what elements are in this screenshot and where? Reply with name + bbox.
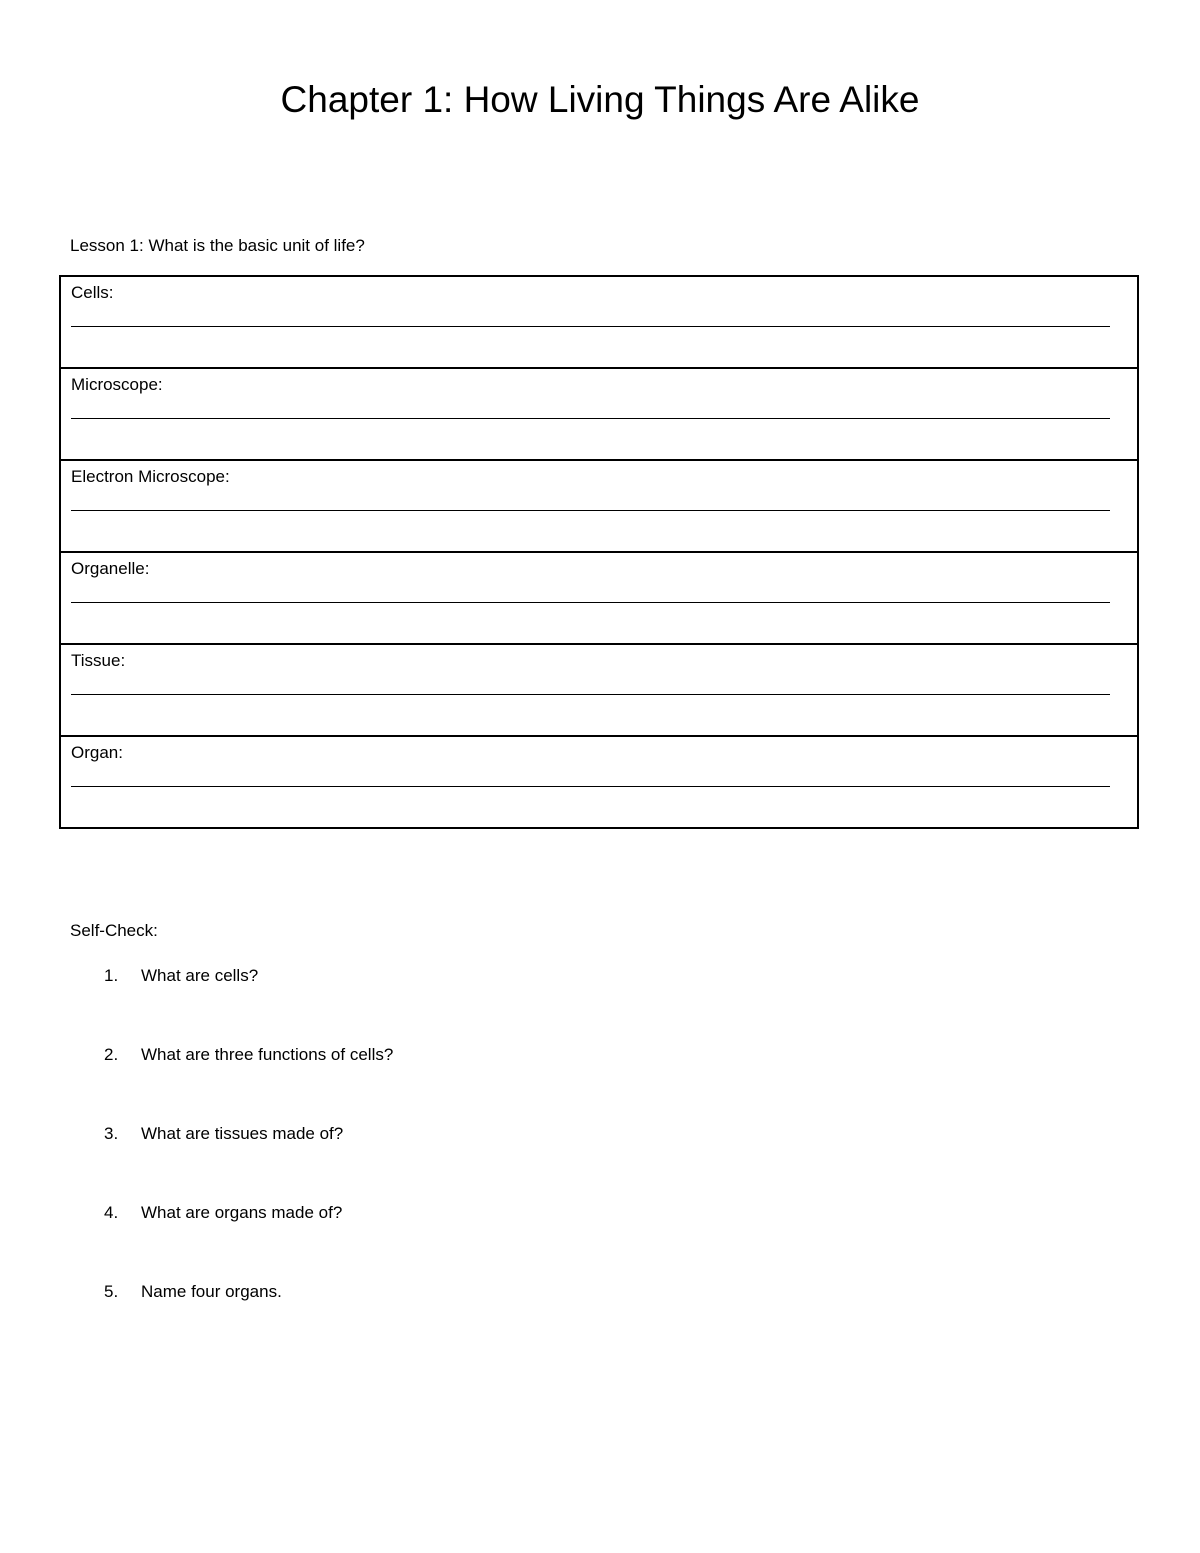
vocabulary-table [59,275,1139,829]
answer-line[interactable] [71,326,1110,327]
answer-line[interactable] [71,418,1110,419]
answer-line[interactable] [71,602,1110,603]
vocab-row-cells [61,277,1137,369]
question-text: What are tissues made of? [141,1124,344,1143]
vocab-term-label: Tissue: [71,651,126,670]
question-text: What are organs made of? [141,1203,343,1222]
vocab-term-label: Organelle: [71,559,150,578]
vocab-row-microscope [61,369,1137,461]
answer-line[interactable] [71,786,1110,787]
vocab-row-organ [61,737,1137,827]
vocab-term-label: Cells: [71,283,114,302]
answer-line[interactable] [71,510,1110,511]
question-number: 2. [104,1045,119,1064]
question-text: What are three functions of cells? [141,1045,394,1064]
vocab-row-electron-microscope [61,461,1137,553]
question-number: 3. [104,1124,119,1143]
question-number: 5. [104,1282,119,1301]
vocab-term-label: Organ: [71,743,123,762]
self-check-heading: Self-Check: [70,921,158,940]
question-number: 4. [104,1203,119,1222]
page-title: Chapter 1: How Living Things Are Alike [280,79,920,120]
vocab-term-label: Microscope: [71,375,163,394]
vocab-term-label: Electron Microscope: [71,467,230,486]
lesson-heading: Lesson 1: What is the basic unit of life? [70,236,365,255]
vocab-row-organelle [61,553,1137,645]
question-text: What are cells? [141,966,259,985]
vocab-row-tissue [61,645,1137,737]
question-number: 1. [104,966,119,985]
answer-line[interactable] [71,694,1110,695]
question-text: Name four organs. [141,1282,282,1301]
